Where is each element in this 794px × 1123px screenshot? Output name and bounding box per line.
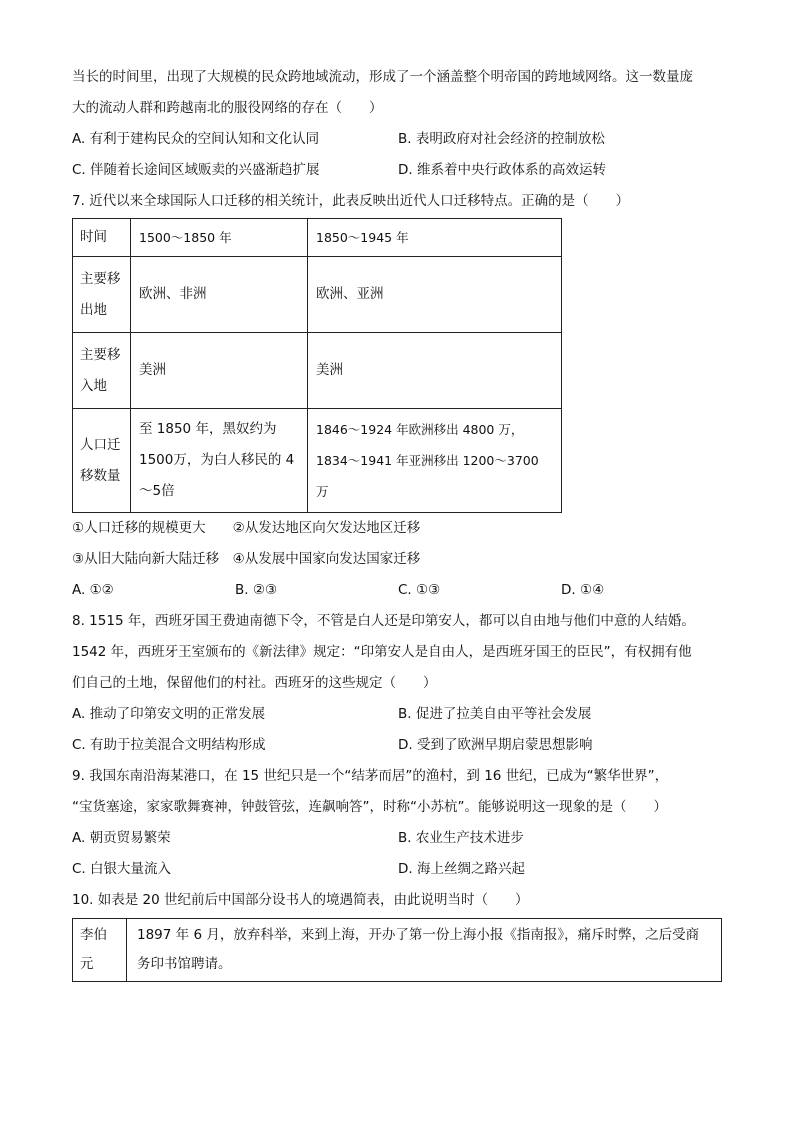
- table-cell: 1500～1850 年: [131, 219, 308, 257]
- q10-stem: 10. 如表是 20 世纪前后中国部分设书人的境遇简表，由此说明当时（ ）: [72, 892, 529, 908]
- q6-option-d: D. 维系着中央行政体系的高效运转: [398, 162, 606, 178]
- q6-option-a: A. 有利于建构民众的空间认知和文化认同: [72, 131, 320, 147]
- table-cell: 1850～1945 年: [308, 219, 562, 257]
- q7-migration-table: [72, 218, 562, 513]
- q9-option-a: A. 朝贡贸易繁荣: [72, 830, 171, 846]
- q6-option-c: C. 伴随着长途间区域贩卖的兴盛渐趋扩展: [72, 162, 320, 178]
- cell-line: 1846～1924 年欧洲移出 4800 万，: [316, 422, 524, 437]
- q6-stem-line: 当长的时间里，出现了大规模的民众跨地域流动，形成了一个涵盖整个明帝国的跨地域网络。这一数量庞: [72, 69, 693, 85]
- q10-storyteller-table: [72, 918, 722, 982]
- q8-options-row: [72, 730, 726, 761]
- table-row: [73, 919, 722, 982]
- q9-option-b: B. 农业生产技术进步: [398, 830, 524, 846]
- table-cell: 李伯元: [73, 919, 127, 982]
- table-cell: 人口迁移数量: [73, 409, 131, 513]
- table-cell: 美洲: [308, 333, 562, 409]
- q8-stem-line: 们自己的土地，保留他们的村社。西班牙的这些规定（ ）: [72, 675, 437, 691]
- q6-stem-line: 大的流动人群和跨越南北的服役网络的存在（ ）: [72, 100, 383, 116]
- table-cell: 欧洲、亚洲: [308, 257, 562, 333]
- q7-option-c: C. ①③: [398, 582, 441, 598]
- q9-option-c: C. 白银大量流入: [72, 861, 172, 877]
- q7-option-a: A. ①②: [72, 582, 114, 598]
- table-cell: 美洲: [131, 333, 308, 409]
- table-cell: 时间: [73, 219, 131, 257]
- table-cell: 欧洲、非洲: [131, 257, 308, 333]
- q8-stem-line: 8. 1515 年，西班牙国王费迪南德下令，不管是白人还是印第安人，都可以自由地与他们中意的人结婚。: [72, 613, 695, 629]
- table-row: [73, 409, 562, 513]
- q8-stem-line: 1542 年，西班牙王室颁布的《新法律》规定：“印第安人是自由人，是西班牙国王的臣民”，有权拥有他: [72, 644, 692, 660]
- q9-stem-line: “宝货塞途，家家歌舞赛神，钟鼓管弦，连飙响答”，时称“小苏杭”。能够说明这一现象的是（ ）: [72, 799, 667, 815]
- q6-option-b: B. 表明政府对社会经济的控制放松: [398, 131, 605, 147]
- q7-option-b: B. ②③: [235, 582, 278, 598]
- table-row: [73, 257, 562, 333]
- q6-options-row: [72, 124, 726, 155]
- q9-stem-line: 9. 我国东南沿海某港口，在 15 世纪只是一个“结茅而居”的渔村，到 16 世纪，已成为“繁华世界”，: [72, 768, 669, 784]
- q9-option-d: D. 海上丝绸之路兴起: [398, 861, 525, 877]
- q7-items-line: ①人口迁移的规模更大 ②从发达地区向欠发达地区迁移: [72, 520, 421, 536]
- q8-options-row: [72, 699, 726, 730]
- q7-options-row: [72, 575, 726, 606]
- table-cell: 主要移入地: [73, 333, 131, 409]
- cell-line: 1834～1941 年亚洲移出 1200～3700 万: [316, 453, 539, 499]
- exam-page: [72, 62, 726, 982]
- table-cell: [308, 409, 562, 513]
- table-cell: 至 1850 年，黑奴约为 1500万，为白人移民的 4～5倍: [131, 409, 308, 513]
- table-cell: 主要移出地: [73, 257, 131, 333]
- table-row: [73, 219, 562, 257]
- q8-option-a: A. 推动了印第安文明的正常发展: [72, 706, 266, 722]
- q8-option-c: C. 有助于拉美混合文明结构形成: [72, 737, 266, 753]
- q7-stem: 7. 近代以来全球国际人口迁移的相关统计，此表反映出近代人口迁移特点。正确的是（ ）: [72, 193, 630, 209]
- q9-options-row: [72, 823, 726, 854]
- q7-option-d: D. ①④: [561, 582, 605, 598]
- q6-options-row: [72, 155, 726, 186]
- q8-option-d: D. 受到了欧洲早期启蒙思想影响: [398, 737, 593, 753]
- table-row: [73, 333, 562, 409]
- q9-options-row: [72, 854, 726, 885]
- q8-option-b: B. 促进了拉美自由平等社会发展: [398, 706, 592, 722]
- table-cell: 1897 年 6 月，放弃科举，来到上海，开办了第一份上海小报《指南报》，痛斥时弊，之后受商务印书馆聘请。: [127, 919, 722, 982]
- q7-items-line: ③从旧大陆向新大陆迁移 ④从发展中国家向发达国家迁移: [72, 551, 421, 567]
